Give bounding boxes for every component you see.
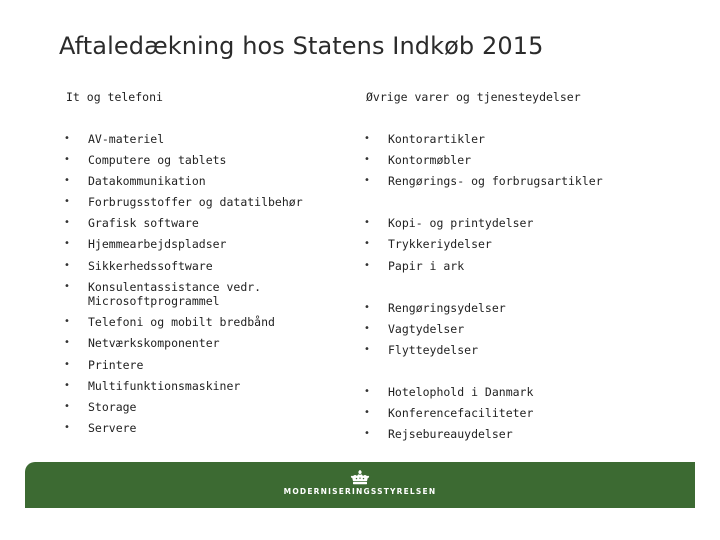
agency-name: MODERNISERINGSSTYRELSEN: [283, 487, 437, 496]
bullet-icon: •: [364, 407, 370, 418]
bullet-icon: •: [364, 344, 370, 355]
bullet-icon: •: [364, 302, 370, 313]
bullet-icon: •: [64, 260, 70, 271]
slide-title: Aftaledækning hos Statens Indkøb 2015: [59, 32, 544, 60]
bullet-icon: •: [64, 281, 70, 292]
agency-logo: [25, 470, 695, 496]
right-column-header: Øvrige varer og tjenesteydelser: [366, 90, 581, 104]
bullet-icon: •: [364, 323, 370, 334]
bullet-icon: •: [64, 238, 70, 249]
bullet-icon: •: [364, 238, 370, 249]
bullet-icon: •: [64, 359, 70, 370]
bullet-icon: •: [64, 175, 70, 186]
bullet-icon: •: [64, 422, 70, 433]
bullet-icon: •: [64, 316, 70, 327]
bullet-icon: •: [64, 401, 70, 412]
bullet-icon: •: [64, 133, 70, 144]
bullet-icon: •: [64, 154, 70, 165]
crown-icon: [349, 470, 371, 486]
bullet-icon: •: [364, 217, 370, 228]
bullet-icon: •: [64, 196, 70, 207]
bullet-icon: •: [364, 154, 370, 165]
bullet-icon: •: [64, 380, 70, 391]
left-column-header: It og telefoni: [66, 90, 163, 104]
bullet-icon: •: [364, 260, 370, 271]
bullet-icon: •: [64, 217, 70, 228]
bullet-icon: •: [364, 386, 370, 397]
footer-band: [25, 462, 695, 508]
bullet-icon: •: [364, 175, 370, 186]
bullet-icon: •: [364, 428, 370, 439]
bullet-icon: •: [64, 337, 70, 348]
bullet-icon: •: [364, 133, 370, 144]
